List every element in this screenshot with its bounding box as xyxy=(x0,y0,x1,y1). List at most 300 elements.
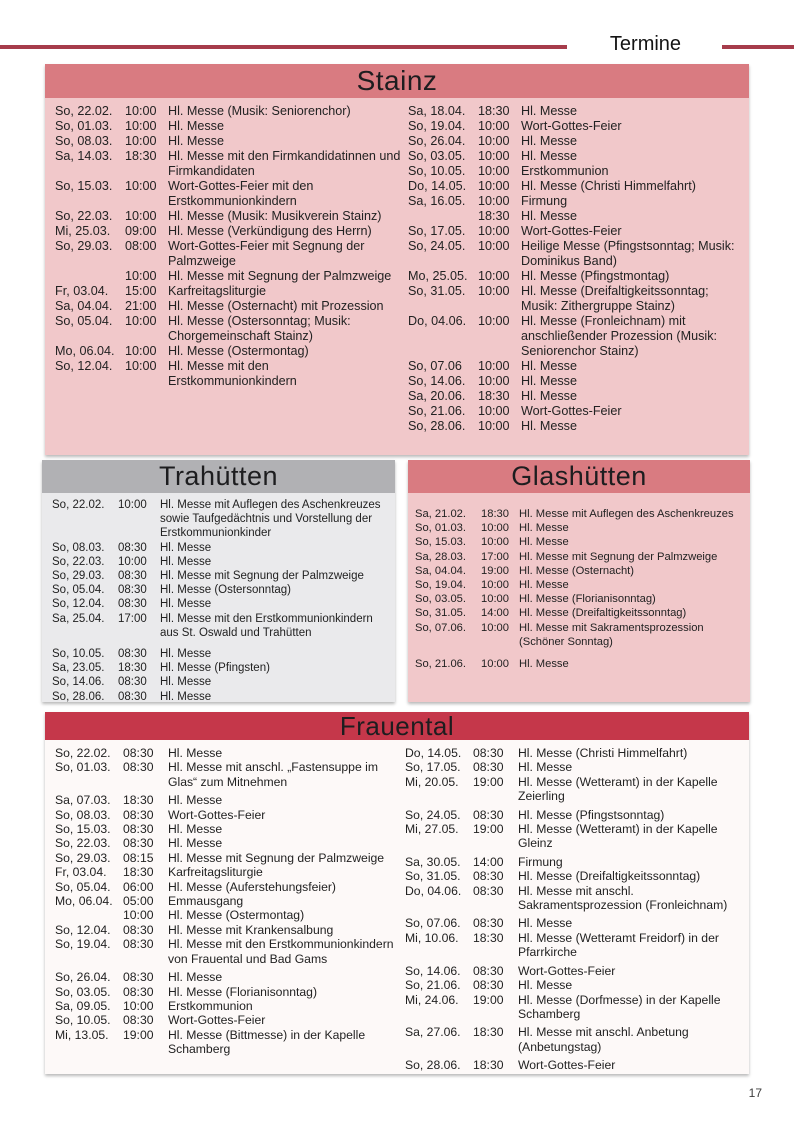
row-date: So, 14.06. xyxy=(405,963,461,978)
row-date: So, 28.06. xyxy=(408,419,466,433)
row-desc: Hl. Messe (Fronleichnam) mit anschließender Prozession (Musik: Seniorenchor Stainz) xyxy=(521,314,717,358)
glashuetten-column xyxy=(415,507,746,671)
row-desc: Hl. Messe xyxy=(168,746,223,760)
row-date: So, 19.04. xyxy=(415,579,467,592)
row-time: 18:30 xyxy=(478,104,510,118)
schedule-row xyxy=(408,179,746,194)
row-time: 10:00 xyxy=(478,149,510,163)
row-date: Sa, 30.05. xyxy=(405,854,461,869)
row-time: 10:00 xyxy=(478,164,510,178)
row-date: Sa, 04.04. xyxy=(55,299,113,313)
schedule-row xyxy=(55,908,400,922)
schedule-row xyxy=(55,999,400,1013)
row-time: 18:30 xyxy=(478,389,510,403)
row-time: 08:30 xyxy=(118,676,147,689)
row-time: 08:30 xyxy=(123,822,154,837)
schedule-row xyxy=(405,760,745,774)
row-desc: Hl. Messe (Florianisonntag) xyxy=(168,984,318,999)
row-desc: Hl. Messe mit Segnung der Palmzweige xyxy=(168,850,385,865)
row-date: So, 22.03. xyxy=(55,209,113,223)
row-desc: Hl. Messe (Pfingstsonntag) xyxy=(518,807,665,822)
row-time: 08:30 xyxy=(473,883,504,898)
row-date: So, 12.04. xyxy=(52,598,105,611)
row-time: 08:30 xyxy=(473,807,504,822)
row-time: 10:00 xyxy=(125,344,157,358)
row-time: 18:30 xyxy=(123,793,154,808)
row-time: 15:00 xyxy=(125,284,157,298)
row-date: Sa, 27.06. xyxy=(405,1025,461,1040)
schedule-row xyxy=(415,621,746,649)
row-time: 10:00 xyxy=(481,593,509,606)
row-date: So, 08.03. xyxy=(55,807,111,822)
row-desc: Hl. Messe xyxy=(160,648,212,661)
row-date: Sa, 07.03. xyxy=(55,793,111,808)
row-desc: Hl. Messe xyxy=(160,598,212,611)
row-date: So, 12.04. xyxy=(55,359,113,373)
schedule-row xyxy=(55,119,401,134)
row-time: 10:00 xyxy=(125,119,157,133)
row-time: 18:30 xyxy=(125,149,157,163)
row-date: Mi, 24.06. xyxy=(405,992,459,1007)
section-stainz-title: Stainz xyxy=(45,64,749,98)
row-desc: Hl. Messe (Auferstehungsfeier) xyxy=(168,879,336,894)
row-desc: Hl. Messe xyxy=(521,209,577,223)
row-time: 10:00 xyxy=(118,555,147,568)
schedule-row xyxy=(405,964,745,978)
row-desc: Hl. Messe mit anschl. „Fastensuppe im Glas“ zum Mitnehmen xyxy=(168,760,378,789)
row-desc: Firmung xyxy=(521,194,568,208)
row-desc: Hl. Messe xyxy=(168,119,224,133)
row-date: So, 21.06. xyxy=(408,404,466,418)
row-time: 08:30 xyxy=(473,746,504,760)
schedule-row xyxy=(408,389,746,404)
schedule-row xyxy=(408,239,746,269)
row-desc: Hl. Messe (Pfingsten) xyxy=(160,662,270,675)
row-desc: Wort-Gottes-Feier xyxy=(168,1013,266,1028)
row-date: So, 28.06. xyxy=(52,690,105,702)
row-desc: Hl. Messe mit Segnung der Palmzweige xyxy=(519,550,718,563)
row-date: So, 08.03. xyxy=(55,134,113,148)
row-time: 08:00 xyxy=(125,239,157,253)
row-date: So, 22.02. xyxy=(52,499,105,511)
row-date: So, 10.05. xyxy=(55,1013,111,1028)
row-time: 10:00 xyxy=(478,374,510,388)
stainz-right-column xyxy=(408,104,746,434)
section-frauental-body xyxy=(45,740,749,1074)
row-time: 10:00 xyxy=(478,284,510,298)
header-rule-right xyxy=(722,45,794,49)
row-desc: Heilige Messe (Pfingstsonntag; Musik: Dominikus Band) xyxy=(521,239,735,268)
row-time: 08:30 xyxy=(123,760,154,775)
row-time: 10:00 xyxy=(481,536,509,549)
schedule-row xyxy=(52,583,389,597)
page-header-label: Termine xyxy=(609,33,682,55)
row-time: 10:00 xyxy=(125,269,157,283)
row-time: 14:00 xyxy=(481,607,509,620)
row-time: 08:30 xyxy=(118,584,147,597)
row-date: Mo, 25.05. xyxy=(408,269,468,283)
row-date: So, 31.05. xyxy=(415,607,467,620)
schedule-row xyxy=(405,808,745,822)
row-date: So, 29.03. xyxy=(52,570,105,583)
row-date: So, 15.03. xyxy=(55,179,113,193)
row-time: 10:00 xyxy=(478,134,510,148)
row-date: So, 01.03. xyxy=(415,522,467,535)
row-desc: Karfreitagsliturgie xyxy=(168,865,263,880)
row-date: So, 07.06. xyxy=(405,916,461,931)
row-desc: Hl. Messe xyxy=(521,359,577,373)
row-desc: Hl. Messe xyxy=(519,579,569,592)
schedule-row xyxy=(55,923,400,937)
schedule-row xyxy=(408,134,746,149)
schedule-row xyxy=(415,606,746,620)
section-stainz-body xyxy=(45,98,749,455)
schedule-row xyxy=(55,760,400,789)
section-glashuetten-body xyxy=(408,493,750,702)
schedule-row xyxy=(55,359,401,389)
row-time: 05:00 xyxy=(123,894,154,909)
row-desc: Hl. Messe (Ostersonntag) xyxy=(160,584,292,597)
frauental-right-column xyxy=(405,746,745,1073)
schedule-row xyxy=(408,314,746,359)
row-time: 10:00 xyxy=(123,998,154,1013)
row-date: So, 26.04. xyxy=(408,134,466,148)
row-desc: Hl. Messe xyxy=(168,970,223,985)
row-time: 18:30 xyxy=(118,662,147,675)
section-trahuetten-body xyxy=(42,493,395,702)
row-time: 08:30 xyxy=(123,807,154,822)
row-time: 10:00 xyxy=(478,404,510,418)
row-time: 10:00 xyxy=(481,522,509,535)
row-time: 08:30 xyxy=(123,1013,154,1028)
row-time: 10:00 xyxy=(478,179,510,193)
schedule-row xyxy=(52,498,389,541)
row-time: 18:30 xyxy=(123,865,154,880)
row-time: 10:00 xyxy=(478,119,510,133)
schedule-row xyxy=(52,647,389,661)
row-date: Fr, 03.04. xyxy=(55,284,109,298)
row-time: 19:00 xyxy=(473,822,504,837)
schedule-row xyxy=(408,164,746,179)
row-desc: Hl. Messe (Wetteramt) in der Kapelle Zeierling xyxy=(518,774,718,804)
page-number: 17 xyxy=(748,1086,762,1100)
section-glashuetten xyxy=(408,460,750,702)
row-desc: Emmausgang xyxy=(168,894,244,909)
schedule-row xyxy=(52,569,389,583)
row-desc: Hl. Messe (Wetteramt Freidorf) in der Pfarrkirche xyxy=(518,930,719,960)
section-glashuetten-title: Glashütten xyxy=(408,460,750,493)
row-date: Sa, 04.04. xyxy=(415,564,467,577)
row-desc: Hl. Messe mit anschl. Anbetung (Anbetungstag) xyxy=(518,1025,689,1054)
row-desc: Hl. Messe (Christi Himmelfahrt) xyxy=(521,179,696,193)
row-time: 10:00 xyxy=(125,314,157,328)
row-desc: Hl. Messe xyxy=(518,760,573,775)
row-date: So, 07.06. xyxy=(415,621,467,634)
row-desc: Hl. Messe (Bittmesse) in der Kapelle Schamberg xyxy=(168,1027,366,1057)
schedule-row xyxy=(55,1028,400,1057)
schedule-row xyxy=(55,822,400,836)
row-desc: Hl. Messe xyxy=(168,793,223,808)
row-date xyxy=(408,209,478,224)
schedule-row xyxy=(405,1058,745,1072)
row-desc: Hl. Messe mit den Erstkommunionkindern von Frauental und Bad Gams xyxy=(168,937,394,966)
row-desc: Hl. Messe xyxy=(521,374,577,388)
row-date: Sa, 18.04. xyxy=(408,104,466,118)
row-time: 08:15 xyxy=(123,850,154,865)
row-desc: Hl. Messe (Ostersonntag; Musik: Chorgemeinschaft Stainz) xyxy=(168,314,351,343)
schedule-row xyxy=(55,880,400,894)
schedule-row xyxy=(55,836,400,850)
row-desc: Wort-Gottes-Feier mit Segnung der Palmzweige xyxy=(168,239,365,268)
row-date: Sa, 23.05. xyxy=(52,662,105,675)
row-date: So, 08.03. xyxy=(52,541,105,554)
row-time: 18:30 xyxy=(473,1058,504,1073)
row-date: So, 29.03. xyxy=(55,850,111,865)
row-date: Do, 14.05. xyxy=(408,179,467,193)
row-time: 06:00 xyxy=(123,879,154,894)
row-time: 10:00 xyxy=(125,134,157,148)
row-time: 10:00 xyxy=(118,499,147,511)
schedule-row xyxy=(405,775,745,804)
schedule-row xyxy=(55,299,401,314)
schedule-row xyxy=(405,822,745,851)
row-date: Sa, 16.05. xyxy=(408,194,466,208)
row-date: So, 05.04. xyxy=(52,584,105,597)
row-desc: Hl. Messe mit den Erstkommunionkindern xyxy=(168,359,297,388)
row-time: 08:30 xyxy=(473,978,504,993)
row-desc: Hl. Messe (Wetteramt) in der Kapelle Gleinz xyxy=(518,822,718,851)
schedule-row xyxy=(405,931,745,960)
schedule-row xyxy=(415,535,746,549)
row-date: So, 28.06. xyxy=(405,1058,461,1073)
row-time: 10:00 xyxy=(478,194,510,208)
row-time: 08:30 xyxy=(118,690,147,702)
schedule-row xyxy=(408,269,746,284)
row-date: Mi, 25.03. xyxy=(55,224,111,238)
schedule-row xyxy=(55,284,401,299)
schedule-row xyxy=(408,404,746,419)
schedule-row xyxy=(52,675,389,689)
schedule-row xyxy=(405,869,745,883)
row-desc: Hl. Messe mit Krankensalbung xyxy=(168,922,334,937)
row-desc: Hl. Messe xyxy=(160,541,212,554)
row-time: 08:30 xyxy=(118,648,147,661)
row-date: So, 31.05. xyxy=(408,284,466,298)
stainz-left-column xyxy=(55,104,401,389)
row-desc: Hl. Messe xyxy=(168,822,223,837)
row-time: 10:00 xyxy=(125,104,157,118)
row-desc: Hl. Messe xyxy=(519,522,569,535)
row-date: So, 14.06. xyxy=(52,676,105,689)
schedule-row xyxy=(405,993,745,1022)
row-time: 21:00 xyxy=(125,299,157,313)
row-time: 10:00 xyxy=(478,269,510,283)
row-desc: Hl. Messe xyxy=(160,555,212,568)
row-date: So, 01.03. xyxy=(55,119,113,133)
row-desc: Hl. Messe (Verkündigung des Herrn) xyxy=(168,224,372,238)
row-time: 18:30 xyxy=(481,508,509,520)
row-desc: Erstkommunion xyxy=(168,998,253,1013)
row-desc: Hl. Messe (Pfingstmontag) xyxy=(521,269,670,283)
row-desc: Hl. Messe mit den Firmkandidatinnen und Firmkandidaten xyxy=(168,149,401,178)
section-stainz xyxy=(45,64,749,455)
row-desc: Wort-Gottes-Feier xyxy=(518,963,616,978)
row-date: So, 03.05. xyxy=(55,984,111,999)
schedule-row xyxy=(52,690,389,702)
row-time: 08:30 xyxy=(118,570,147,583)
row-desc: Wort-Gottes-Feier xyxy=(518,1058,616,1073)
row-desc: Hl. Messe (Christi Himmelfahrt) xyxy=(518,746,688,760)
row-date: So, 19.04. xyxy=(408,119,466,133)
row-time: 18:30 xyxy=(473,930,504,945)
row-desc: Hl. Messe xyxy=(518,916,573,931)
schedule-row xyxy=(415,657,746,671)
row-time: 08:30 xyxy=(118,541,147,554)
row-desc: Hl. Messe xyxy=(160,676,212,689)
row-date: Sa, 25.04. xyxy=(52,612,105,625)
section-frauental xyxy=(45,712,749,1074)
schedule-row xyxy=(408,119,746,134)
row-date: So, 22.03. xyxy=(55,836,111,851)
row-date: So, 26.04. xyxy=(55,970,111,985)
row-date: Sa, 21.02. xyxy=(415,508,467,520)
schedule-row xyxy=(55,851,400,865)
row-time: 10:00 xyxy=(478,239,510,253)
schedule-row xyxy=(408,149,746,164)
schedule-row xyxy=(55,134,401,149)
schedule-row xyxy=(55,985,400,999)
schedule-row xyxy=(55,314,401,344)
schedule-row xyxy=(55,149,401,179)
row-desc: Hl. Messe xyxy=(168,134,224,148)
row-date: So, 31.05. xyxy=(405,869,461,884)
row-time: 08:30 xyxy=(123,836,154,851)
schedule-row xyxy=(415,550,746,564)
row-desc: Hl. Messe xyxy=(521,134,577,148)
schedule-row xyxy=(55,104,401,119)
row-date: So, 24.05. xyxy=(405,807,461,822)
row-time: 09:00 xyxy=(125,224,157,238)
row-time: 08:30 xyxy=(123,746,154,760)
schedule-row xyxy=(408,224,746,239)
row-desc: Wort-Gottes-Feier mit den Erstkommunionkindern xyxy=(168,179,314,208)
row-time: 10:00 xyxy=(478,314,510,328)
row-time: 19:00 xyxy=(473,774,504,789)
row-desc: Hl. Messe (Osternacht) xyxy=(519,564,635,577)
schedule-row xyxy=(408,209,746,224)
row-time: 10:00 xyxy=(125,209,157,223)
row-desc: Erstkommunion xyxy=(521,164,609,178)
row-time: 18:30 xyxy=(478,209,510,223)
row-time: 10:00 xyxy=(481,621,509,634)
row-time: 10:00 xyxy=(478,224,510,238)
row-time: 08:30 xyxy=(473,760,504,775)
row-date: So, 15.03. xyxy=(415,536,467,549)
schedule-row xyxy=(55,894,400,908)
schedule-row xyxy=(415,592,746,606)
schedule-row xyxy=(415,564,746,578)
row-date xyxy=(55,908,123,922)
row-date: So, 22.03. xyxy=(52,555,105,568)
row-time: 08:30 xyxy=(123,970,154,985)
schedule-row xyxy=(408,374,746,389)
row-desc: Hl. Messe (Dreifaltigkeitssonntag) xyxy=(518,869,701,884)
schedule-row xyxy=(55,970,400,984)
row-date: Do, 04.06. xyxy=(408,314,467,328)
row-date: So, 14.06. xyxy=(408,374,466,388)
row-time: 19:00 xyxy=(123,1027,154,1042)
row-time: 08:30 xyxy=(123,937,154,952)
row-date: Mi, 27.05. xyxy=(405,822,459,837)
row-date: Mo, 06.04. xyxy=(55,344,115,358)
schedule-row xyxy=(405,1025,745,1054)
row-time: 10:00 xyxy=(481,579,509,592)
row-time: 17:00 xyxy=(118,612,147,625)
row-date: So, 10.05. xyxy=(408,164,466,178)
row-time: 08:30 xyxy=(473,916,504,931)
row-time: 10:00 xyxy=(478,359,510,373)
schedule-row xyxy=(52,597,389,611)
row-date: So, 03.05. xyxy=(415,593,467,606)
section-trahuetten-title: Trahütten xyxy=(42,460,395,493)
row-desc: Hl. Messe xyxy=(168,836,223,851)
row-date: Sa, 14.03. xyxy=(55,149,113,163)
schedule-row xyxy=(55,224,401,239)
schedule-row xyxy=(52,541,389,555)
row-desc: Hl. Messe mit Segnung der Palmzweige xyxy=(168,269,392,283)
row-desc: Hl. Messe (Dorfmesse) in der Kapelle Schamberg xyxy=(518,992,721,1021)
row-time: 14:00 xyxy=(473,854,504,869)
schedule-row xyxy=(55,746,400,760)
row-time: 08:30 xyxy=(118,598,147,611)
row-time: 17:00 xyxy=(481,550,509,563)
section-frauental-title: Frauental xyxy=(45,712,749,740)
row-desc: Hl. Messe mit Sakramentsprozession (Schöner Sonntag) xyxy=(519,621,704,648)
schedule-row xyxy=(55,179,401,209)
row-date: So, 21.06. xyxy=(405,978,461,993)
schedule-row xyxy=(415,578,746,592)
schedule-row xyxy=(405,978,745,992)
row-desc: Hl. Messe xyxy=(518,978,573,993)
row-date: Mi, 13.05. xyxy=(55,1027,109,1042)
row-desc: Hl. Messe mit den Erstkommunionkindern aus St. Oswald und Trahütten xyxy=(160,612,373,639)
row-time: 10:00 xyxy=(125,179,157,193)
row-date xyxy=(55,269,125,284)
row-date: So, 22.02. xyxy=(55,104,113,118)
row-time: 08:30 xyxy=(473,869,504,884)
row-time: 08:30 xyxy=(123,922,154,937)
schedule-row xyxy=(405,855,745,869)
schedule-row xyxy=(408,359,746,374)
row-desc: Hl. Messe mit Auflegen des Aschenkreuzes sowie Taufgedächtnis und Vorstellung der Erstkommunionkinder xyxy=(160,499,381,540)
row-date: Mi, 20.05. xyxy=(405,774,459,789)
schedule-row xyxy=(415,507,746,521)
row-date: Do, 14.05. xyxy=(405,746,462,760)
row-date: Sa, 09.05. xyxy=(55,998,111,1013)
row-desc: Hl. Messe xyxy=(519,658,569,671)
row-date: So, 05.04. xyxy=(55,879,111,894)
schedule-row xyxy=(55,793,400,807)
header-rule-left xyxy=(0,45,567,49)
row-desc: Hl. Messe xyxy=(521,419,577,433)
schedule-row xyxy=(55,865,400,879)
row-date: So, 01.03. xyxy=(55,760,111,775)
row-desc: Wort-Gottes-Feier xyxy=(521,404,622,418)
row-time: 18:30 xyxy=(473,1025,504,1040)
schedule-row xyxy=(405,746,745,760)
row-desc: Hl. Messe (Dreifaltigkeitssonntag) xyxy=(519,607,687,620)
section-trahuetten xyxy=(42,460,395,702)
